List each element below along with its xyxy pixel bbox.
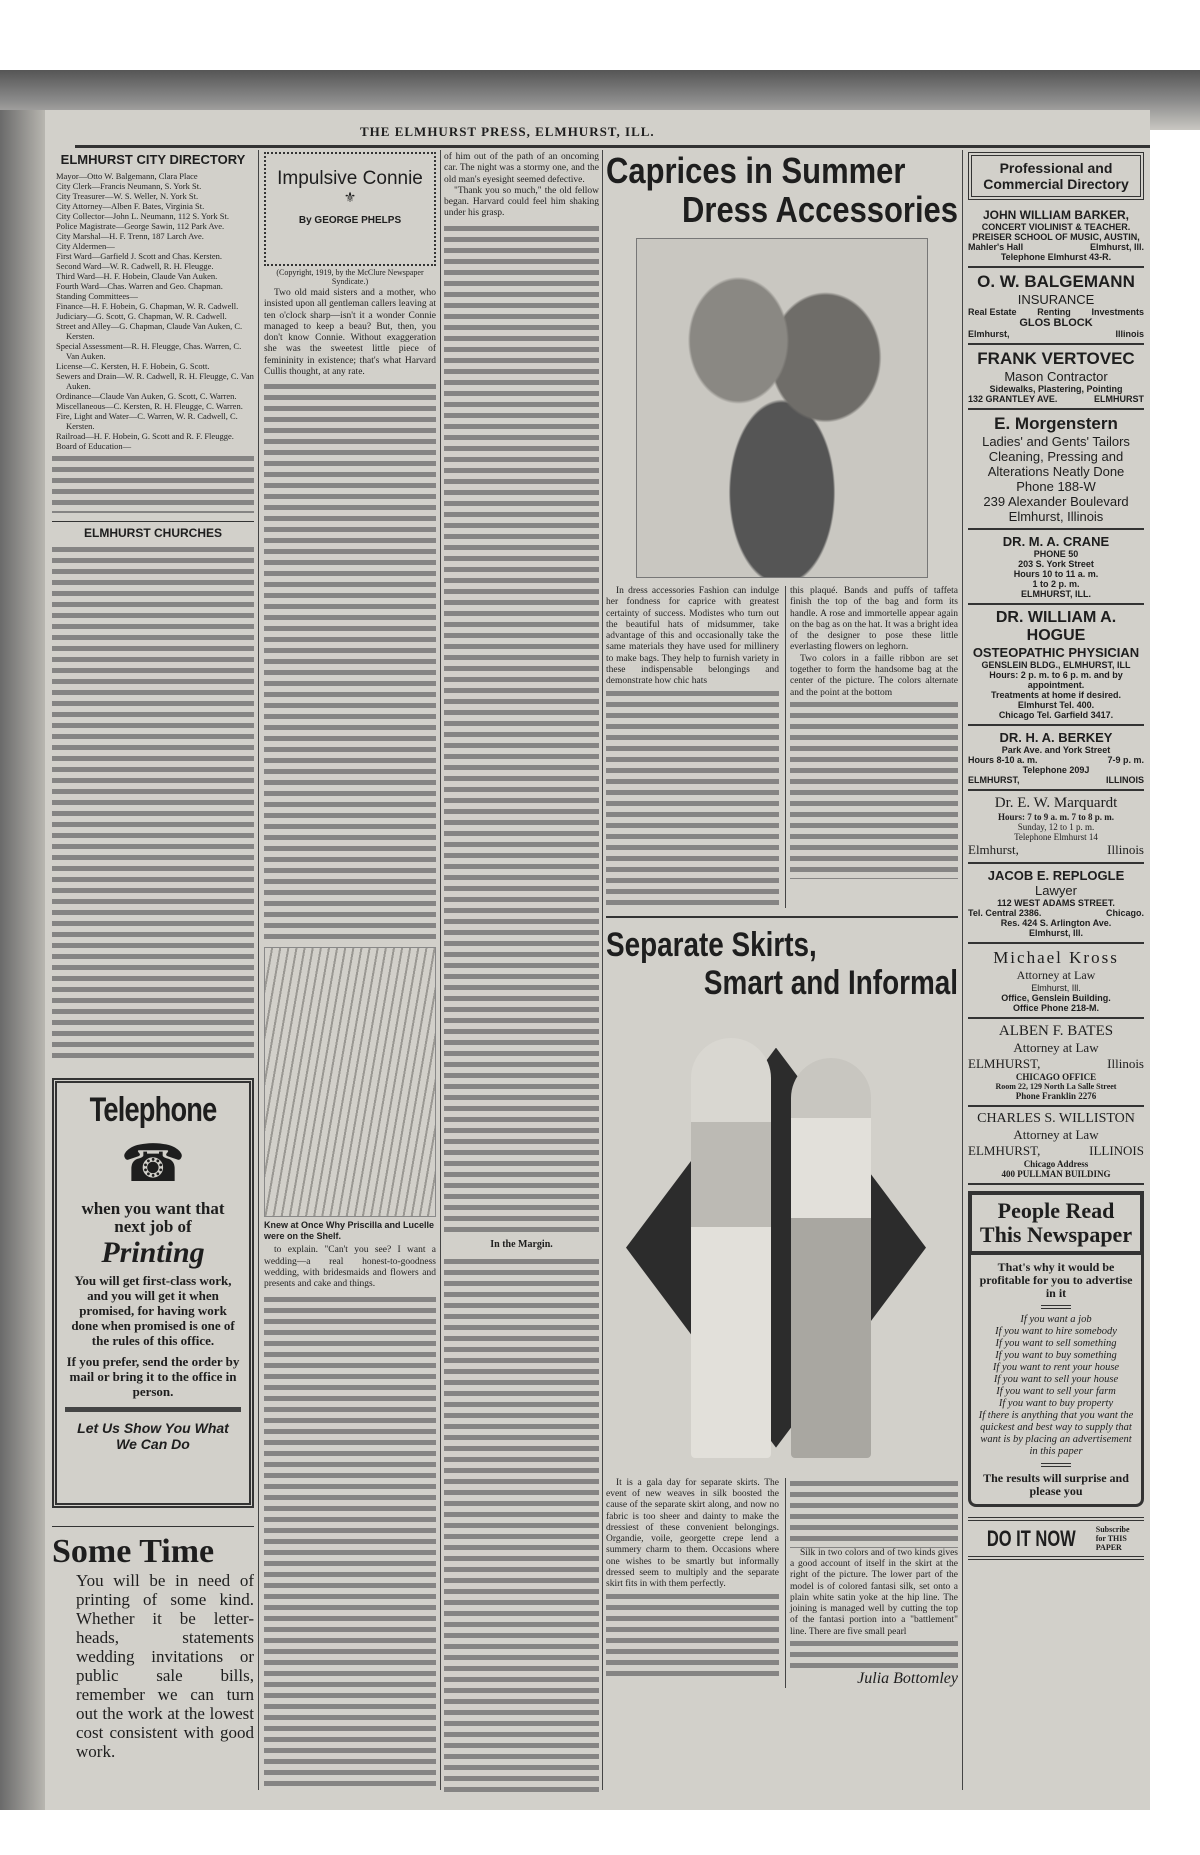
- directory-entry: City Marshal—H. F. Trenn, 187 Larch Ave.: [56, 231, 204, 241]
- ad-line: INSURANCE: [1017, 292, 1095, 307]
- ad-line: Investments: [1091, 307, 1144, 317]
- ad-line: 1 to 2 p. m.: [1032, 579, 1080, 589]
- divider: [1041, 1463, 1071, 1467]
- do-it-now-ad: [968, 1517, 1144, 1560]
- people-read-subtitle: That's why it would be profitable for you to advertise in it: [979, 1260, 1133, 1300]
- telephone-ad-title: Telephone: [89, 1091, 217, 1129]
- ad-hogue: [968, 605, 1144, 726]
- ad-line: Alterations Neatly Done: [987, 464, 1125, 479]
- ad-line: Real Estate: [968, 307, 1017, 317]
- subscribe-text: Subscribe for THIS PAPER: [1095, 1525, 1130, 1552]
- figure-right: [791, 1058, 871, 1458]
- story-paragraph: of him out of the path of an oncoming car. The night was a stormy one, and the old man's eyesight seemed defective.: [444, 152, 599, 185]
- directory-entry: City Aldermen—: [56, 241, 115, 251]
- article-paragraph: Silk in two colors and of two kinds gives a good account of itself in the skirt at the right of the picture. The lower part of the model is of colored fantasi silk, set onto a plain white satin yoke at the hip line. The joining is managed well by cutting the top of the fantasi portion into a "battlement" line. There are five small pearl: [790, 1547, 958, 1637]
- telephone-ad-text: You will get first-class work, and you will get it when promised, for having work done when promised is one of the rules of this office.: [71, 1273, 235, 1348]
- ad-line: Ladies' and Gents' Tailors: [982, 434, 1130, 449]
- directory-entry: First Ward—Garfield J. Scott and Chas. Kersten.: [56, 251, 223, 261]
- some-time-ad: [52, 1526, 254, 1761]
- directory-entry: Street and Alley—G. Chapman, Claude Van Auken, C. Kersten.: [56, 321, 243, 341]
- ad-line: 132 GRANTLEY AVE.: [968, 394, 1058, 404]
- ad-line: Treatments at home if desired.: [990, 690, 1122, 700]
- directory-entry: Ordinance—Claude Van Auken, G. Scott, C. Warren.: [56, 391, 237, 401]
- city-directory-title: ELMHURST CITY DIRECTORY: [60, 152, 246, 167]
- copyright-note: (Copyright, 1919, by the McClure Newspaper Syndicate.): [276, 268, 424, 286]
- ad-line: Illinois: [1107, 1056, 1144, 1071]
- city-directory-list: [52, 171, 254, 451]
- ad-line: Telephone Elmhurst 14: [1014, 832, 1098, 842]
- ad-line: Illinois: [1107, 842, 1144, 857]
- ad-balgemann: [968, 268, 1144, 345]
- story-paragraph: "Thank you so much," the old fellow began. Harvard could feel him shaking under his grasp.: [444, 185, 599, 219]
- diamond-backdrop: [626, 1048, 926, 1448]
- fashion-column: [606, 152, 958, 1792]
- ad-williston: [968, 1107, 1144, 1185]
- ad-line: Office Phone 218-M.: [1012, 1003, 1100, 1013]
- ad-name: DR. M. A. CRANE: [1002, 534, 1110, 549]
- ad-line: CHICAGO OFFICE: [1015, 1072, 1097, 1082]
- some-time-text: You will be in need of printing of some kind. Whether it be letter-heads, statements wedding invitations or public sale bills, remember we can turn out the work at the lowest cost consistent with good work.: [76, 1571, 254, 1761]
- ad-line: ELMHURST,: [968, 1056, 1041, 1071]
- people-read-line: If you want to buy property: [998, 1398, 1114, 1409]
- skirts-headline: Separate Skirts,: [606, 925, 817, 964]
- article-paragraph: Two colors in a faille ribbon are set together to form the handsome bag at the center of the picture. The colors alternate and the point at the bottom: [790, 653, 958, 698]
- divider: [1041, 1305, 1071, 1309]
- scan-shadow: [0, 110, 45, 1810]
- story-column: [264, 152, 436, 1792]
- ad-line: Tel. Central 2386.: [968, 908, 1042, 918]
- ad-name: Dr. E. W. Marquardt: [994, 795, 1118, 811]
- directory-entry: Miscellaneous—C. Kersten, R. H. Fleugge, C. Warren.: [56, 401, 243, 411]
- text-block: [52, 453, 254, 513]
- ad-bates: [968, 1019, 1144, 1107]
- people-read-line: If you want to rent your house: [992, 1362, 1120, 1373]
- ad-kross: [968, 944, 1144, 1019]
- directory-entry: Fire, Light and Water—C. Warren, W. R. Cadwell, C. Kersten.: [56, 411, 238, 431]
- ad-line: 400 PULLMAN BUILDING: [1001, 1169, 1111, 1179]
- ad-barker: [968, 204, 1144, 268]
- directory-entry: City Attorney—Alben F. Bates, Virginia St.: [56, 201, 205, 211]
- ad-line: Phone 188-W: [1016, 479, 1096, 494]
- illustration-caption: Knew at Once Why Priscilla and Lucelle were on the Shelf.: [264, 1220, 435, 1242]
- directory-entry: Mayor—Otto W. Balgemann, Clara Place: [56, 171, 198, 181]
- people-read-line: If you want to sell something: [995, 1338, 1117, 1349]
- fashion-illustration-skirts: [606, 1008, 958, 1478]
- caprices-headline: Dress Accessories: [682, 189, 958, 230]
- ad-name: Michael Kross: [993, 948, 1119, 967]
- ad-line: Elmhurst, Ill.: [1028, 928, 1083, 938]
- ad-crane: [968, 530, 1144, 605]
- ad-line: Attorney at Law: [1013, 1040, 1099, 1055]
- ad-line: Elmhurst,: [968, 842, 1019, 857]
- telephone-ad-line: when you want that next job of: [81, 1199, 225, 1236]
- ad-line: Hours 10 to 11 a. m.: [1013, 569, 1099, 579]
- ad-line: Lawyer: [1035, 883, 1077, 898]
- ad-name: FRANK VERTOVEC: [977, 349, 1135, 368]
- ad-line: 112 WEST ADAMS STREET.: [997, 898, 1115, 908]
- ad-line: GENSLEIN BLDG., ELMHURST, ILL: [981, 660, 1131, 670]
- ad-line: Office, Genslein Building.: [1001, 993, 1111, 1003]
- ad-line: Sunday, 12 to 1 p. m.: [1017, 822, 1095, 832]
- directory-entry: Second Ward—W. R. Cadwell, R. H. Fleugge.: [56, 261, 214, 271]
- ad-line: Chicago Address: [1023, 1159, 1089, 1169]
- text-block: [790, 1638, 958, 1668]
- ad-line: Elmhurst, Illinois: [1008, 509, 1104, 524]
- ad-line: Room 22, 129 North La Salle Street: [995, 1082, 1117, 1091]
- skirts-section: [606, 916, 958, 1688]
- masthead: THE ELMHURST PRESS, ELMHURST, ILL.: [360, 124, 655, 139]
- directory-entry: Standing Committees—: [56, 291, 138, 301]
- ad-line: Hours 8-10 a. m.: [968, 755, 1038, 765]
- ad-line: Chicago.: [1105, 908, 1144, 918]
- directory-entry: City Treasurer—W. S. Weller, N. York St.: [56, 191, 199, 201]
- text-block: [264, 381, 436, 941]
- fashion-photo-accessories: [636, 238, 928, 578]
- text-block: [790, 1478, 958, 1548]
- ad-morgenstern: [968, 410, 1144, 530]
- ad-name: DR. H. A. BERKEY: [999, 730, 1113, 745]
- column-rule: [962, 150, 963, 1790]
- text-block: [444, 223, 599, 1233]
- article-paragraph: this plaqué. Bands and puffs of taffeta finish the top of the bag and form its handle. A rose and immortelle appear again on the bag as on the hat. It was a bright idea of the designer to pose these little everlasting flowers on leghorn.: [790, 586, 958, 653]
- story-paragraph: to explain. "Can't you see? I want a wedding—a real honest-to-goodness wedding, with bridesmaids and flowers and presents and cake and things.: [264, 1245, 436, 1290]
- story-subhead: In the Margin.: [490, 1238, 553, 1250]
- people-read-footer: The results will surprise and please you: [983, 1471, 1129, 1498]
- printing-heading: Printing: [101, 1236, 205, 1269]
- ad-line: 7-9 p. m.: [1107, 755, 1144, 765]
- ad-line: Park Ave. and York Street: [1001, 745, 1111, 755]
- text-block: [444, 1256, 599, 1792]
- ad-line: ELMHURST,: [968, 775, 1020, 785]
- column-rule: [440, 150, 441, 1790]
- ad-line: 239 Alexander Boulevard: [983, 494, 1129, 509]
- top-rule: [75, 145, 1150, 148]
- text-block: [264, 1294, 436, 1792]
- fleur-icon: ⚜: [343, 191, 357, 206]
- ad-vertovec: [968, 345, 1144, 410]
- ad-line: Telephone Elmhurst 43-R.: [1000, 252, 1112, 262]
- ad-name: JACOB E. REPLOGLE: [987, 868, 1125, 883]
- ad-line: PREISER SCHOOL OF MUSIC, AUSTIN,: [972, 232, 1140, 242]
- ad-line: ELMHURST: [1094, 394, 1144, 404]
- churches-text: [52, 544, 254, 1064]
- directory-entry: Railroad—H. F. Hobein, G. Scott and R. F. Fleugge.: [56, 431, 234, 441]
- people-read-ad: [968, 1191, 1144, 1507]
- caprices-article: [606, 586, 958, 908]
- people-read-line: If you want to hire somebody: [995, 1326, 1117, 1337]
- divider: [65, 1407, 241, 1412]
- skirts-headline: Smart and Informal: [703, 963, 958, 1002]
- ad-line: Attorney at Law: [1016, 968, 1096, 982]
- ad-line: CONCERT VIOLINIST & TEACHER.: [981, 222, 1131, 232]
- ad-line: Renting: [1037, 307, 1071, 317]
- column-rule: [258, 150, 259, 1790]
- directory-entry: City Clerk—Francis Neumann, S. York St.: [56, 181, 202, 191]
- ad-line: Sidewalks, Plastering, Pointing: [989, 384, 1123, 394]
- directory-entry: Fourth Ward—Chas. Warren and Geo. Chapman.: [56, 281, 223, 291]
- ad-line: ILLINOIS: [1106, 775, 1144, 785]
- directory-entry: Police Magistrate—George Sawin, 112 Park Ave.: [56, 221, 225, 231]
- directory-entry: License—C. Kersten, H. F. Hobein, G. Scott.: [56, 361, 210, 371]
- ad-line: Elmhurst, Ill.: [1031, 983, 1081, 993]
- people-read-line: If there is anything that you want the quickest and best way to supply that want is by placing an advertisement in this paper: [978, 1410, 1134, 1457]
- ad-line: Attorney at Law: [1013, 1127, 1099, 1142]
- city-directory-column: [52, 152, 254, 1792]
- directory-entry: Third Ward—H. F. Hobein, Claude Van Auken.: [56, 271, 218, 281]
- caprices-headline: Caprices in Summer: [606, 152, 906, 191]
- story-byline: By GEORGE PHELPS: [298, 215, 402, 226]
- ad-line: PHONE 50: [1033, 549, 1079, 559]
- ad-name: E. Morgenstern: [994, 414, 1118, 433]
- ad-line: Mason Contractor: [1004, 369, 1108, 384]
- ad-replogle: [968, 864, 1144, 944]
- people-read-title: People Read This Newspaper: [968, 1191, 1144, 1255]
- ad-line: Elmhurst, Ill.: [1089, 242, 1144, 252]
- ad-line: Hours: 2 p. m. to 6 p. m. and by appointment.: [989, 670, 1123, 690]
- some-time-title: Some Time: [52, 1533, 215, 1570]
- people-read-line: If you want to buy something: [995, 1350, 1117, 1361]
- ad-line: Elmhurst Tel. 400.: [1017, 700, 1095, 710]
- story-title: Impulsive Connie: [277, 168, 423, 189]
- directory-entry: Special Assessment—R. H. Fleugge, Chas. Warren, C. Van Auken.: [56, 341, 242, 361]
- ad-line: 203 S. York Street: [1018, 559, 1094, 569]
- author-signature: Julia Bottomley: [857, 1670, 958, 1688]
- telephone-ad-text: If you prefer, send the order by mail or bring it to the office in person.: [66, 1354, 240, 1399]
- ad-line: Hours: 7 to 9 a. m. 7 to 8 p. m.: [998, 812, 1114, 822]
- ad-line: Phone Franklin 2276: [1015, 1091, 1097, 1101]
- ad-line: Telephone 209J: [1022, 765, 1090, 775]
- story-illustration: [264, 947, 436, 1217]
- ad-line: Res. 424 S. Arlington Ave.: [1000, 918, 1112, 928]
- directory-entry: City Collector—John L. Neumann, 112 S. York St.: [56, 211, 229, 221]
- ad-line: OSTEOPATHIC PHYSICIAN: [972, 645, 1140, 660]
- ad-marquardt: [968, 791, 1144, 864]
- directory-entry: Judiciary—G. Scott, G. Chapman, W. R. Cadwell.: [56, 311, 227, 321]
- ad-line: Cleaning, Pressing and: [988, 449, 1124, 464]
- telephone-ad: [52, 1078, 254, 1508]
- ad-name: CHARLES S. WILLISTON: [977, 1111, 1135, 1126]
- directory-entry: Finance—H. F. Hobein, G. Chapman, W. R. Cadwell.: [56, 301, 239, 311]
- ad-line: ELMHURST, ILL.: [1021, 589, 1091, 599]
- figure-left: [691, 1038, 771, 1458]
- ad-line: Chicago Tel. Garfield 3417.: [998, 710, 1114, 720]
- telephone-icon: ☎: [120, 1136, 186, 1193]
- skirts-article: [606, 1478, 958, 1688]
- ad-line: Illinois: [1115, 329, 1144, 339]
- ad-name: JOHN WILLIAM BARKER,: [983, 208, 1129, 222]
- ad-name: O. W. BALGEMANN: [977, 272, 1135, 291]
- article-paragraph: In dress accessories Fashion can indulge her fondness for caprice with greatest certainty of success. Modistes who turn out the beautiful hats of midsummer, take advantage of this and occasionally take the same materials they have used for millinery to make bags. They help to furnish variety in these indispensable belongings and demonstrate how chic hats: [606, 586, 779, 687]
- people-read-line: If you want a job: [1020, 1314, 1092, 1325]
- ad-line: Mahler's Hall: [968, 242, 1024, 252]
- churches-title: ELMHURST CHURCHES: [52, 521, 254, 540]
- story-title-box: [264, 152, 436, 266]
- directory-entry: Sewers and Drain—W. R. Cadwell, R. H. Fleugge, C. Van Auken.: [56, 371, 254, 391]
- text-block: [606, 688, 779, 908]
- professional-directory: [968, 152, 1144, 1792]
- ad-line: ILLINOIS: [1089, 1143, 1144, 1158]
- do-it-now-title: DO IT NOW: [987, 1525, 1076, 1551]
- text-block: [606, 1591, 779, 1681]
- ad-berkey: [968, 726, 1144, 791]
- people-read-list: [976, 1314, 1136, 1458]
- telephone-ad-footer: Let Us Show You What We Can Do: [77, 1420, 229, 1452]
- article-paragraph: It is a gala day for separate skirts. The event of new weaves in silk boosted the cause of the separate skirt along, and now no fabric is too sheer and dainty to make the dressiest of these convenient belongings. Organdie, voile, georgette crepe lend a summery charm to them. Occasions where one wishes to be smartly but informally dressed seem to multiply and the separate skirt fits in with them perfectly.: [606, 1477, 779, 1590]
- directory-entry: Board of Education—: [56, 441, 132, 451]
- story-continued-column: [444, 152, 599, 1792]
- ad-line: ELMHURST,: [968, 1143, 1041, 1158]
- story-paragraph: Two old maid sisters and a mother, who insisted upon all gentleman callers leaving at ten o'clock sharp—isn't it a wonder Connie managed to keep a beau? But, then, you don't know Connie. Without exaggeration she was the sweetest little piece of femininity in existence; that's what Harvard Cullis thought, at any rate.: [264, 288, 436, 378]
- ad-line: Elmhurst,: [968, 329, 1010, 339]
- people-read-line: If you want to sell your farm: [996, 1386, 1116, 1397]
- ad-name: ALBEN F. BATES: [998, 1023, 1114, 1039]
- directory-title: Professional and Commercial Directory: [968, 152, 1144, 200]
- ad-line: GLOS BLOCK: [1019, 317, 1093, 329]
- text-block: [790, 699, 958, 879]
- column-rule: [602, 150, 603, 1790]
- people-read-line: If you want to sell your house: [993, 1374, 1119, 1385]
- ad-name: DR. WILLIAM A. HOGUE: [995, 609, 1117, 644]
